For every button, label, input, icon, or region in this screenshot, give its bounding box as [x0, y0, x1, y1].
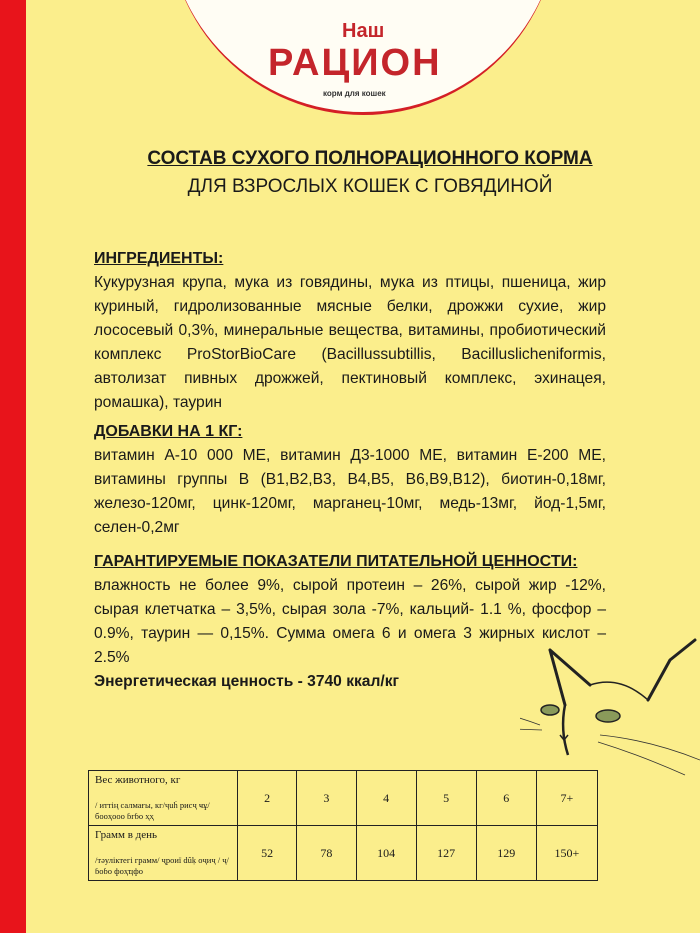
logo-top-word: Наш	[342, 20, 385, 42]
weight-cell: 5	[416, 771, 476, 826]
cat-illustration	[520, 630, 700, 780]
energy-value: Энергетическая ценность - 3740 ккал/кг	[94, 673, 400, 690]
feeding-table	[88, 770, 598, 881]
grams-cell: 52	[238, 826, 297, 881]
weight-label: Вес животного, кг	[95, 774, 181, 786]
grams-cell: 104	[356, 826, 416, 881]
grams-cell: 127	[416, 826, 476, 881]
nutrition-text: влажность не более 9%, сырой протеин – 26%, сырой жир -12%, сырая клетчатка – 3,5%, сырая зола -7%, кальций- 1.1 %, фосфор – 0.9%, таурин — 0,15%. Сумма омега 6 и омега 3 жирных кислот – 2.5%	[94, 577, 606, 666]
additives-section	[94, 420, 606, 540]
logo-tagline: корм для кошек	[323, 89, 386, 98]
grams-cell: 129	[476, 826, 536, 881]
additives-text: витамин А-10 000 МЕ, витамин Д3-1000 МЕ, витамин Е-200 МЕ, витамины группы В (В1,В2,В3, В4,В5, В6,В9,В12), биотин-0,18мг, железо-120мг, цинк-120мг, марганец-10мг, медь-13мг, йод-1,5мг, селен-0,2мг	[94, 447, 606, 536]
page-subtitle: ДЛЯ ВЗРОСЛЫХ КОШЕК С ГОВЯДИНОЙ	[187, 176, 553, 197]
weight-cell: 7+	[536, 771, 597, 826]
grams-cell: 150+	[536, 826, 597, 881]
table-row	[89, 826, 598, 881]
ingredients-text: Кукурузная крупа, мука из говядины, мука из птицы, пшеница, жир куриный, гидролизованные мясные белки, дрожжи сухие, жир лососевый 0,3%, минеральные вещества, витамины, пробиотический комплекс ProStorBioCare (Bacillussubtillis, Bacilluslicheniformis, автолизат пивных дрожжей, пектиновый комплекс, эхинацея, ромашка), таурин	[94, 274, 606, 411]
page-title: СОСТАВ СУХОГО ПОЛНОРАЦИОННОГО КОРМА	[147, 148, 593, 169]
weight-cell: 2	[238, 771, 297, 826]
grams-label-translations: /тәуліктегі грамм/ ҷроиї dûḳ оҷиҷ / ҷ/ɓоɓо фоҳҵфо	[95, 855, 229, 876]
table-row	[89, 771, 598, 826]
logo-brand: РАЦИОН	[268, 42, 442, 84]
nutrition-heading: ГАРАНТИРУЕМЫЕ ПОКАЗАТЕЛИ ПИТАТЕЛЬНОЙ ЦЕННОСТИ:	[94, 553, 578, 570]
ingredients-section	[94, 247, 606, 415]
weight-cell: 3	[297, 771, 356, 826]
weight-label-translations: / иттің салмағы, кг/ҷuḣ рисҷ ҹұ/бооҳооо ɓгɓо ҳҳ	[95, 800, 210, 821]
grams-label: Грамм в день	[95, 829, 158, 841]
grams-cell: 78	[297, 826, 356, 881]
grams-label-cell	[89, 826, 238, 881]
weight-label-cell	[89, 771, 238, 826]
red-side-strip	[0, 0, 26, 933]
ingredients-heading: ИНГРЕДИЕНТЫ:	[94, 250, 224, 267]
additives-heading: ДОБАВКИ НА 1 КГ:	[94, 423, 243, 440]
weight-cell: 4	[356, 771, 416, 826]
weight-cell: 6	[476, 771, 536, 826]
